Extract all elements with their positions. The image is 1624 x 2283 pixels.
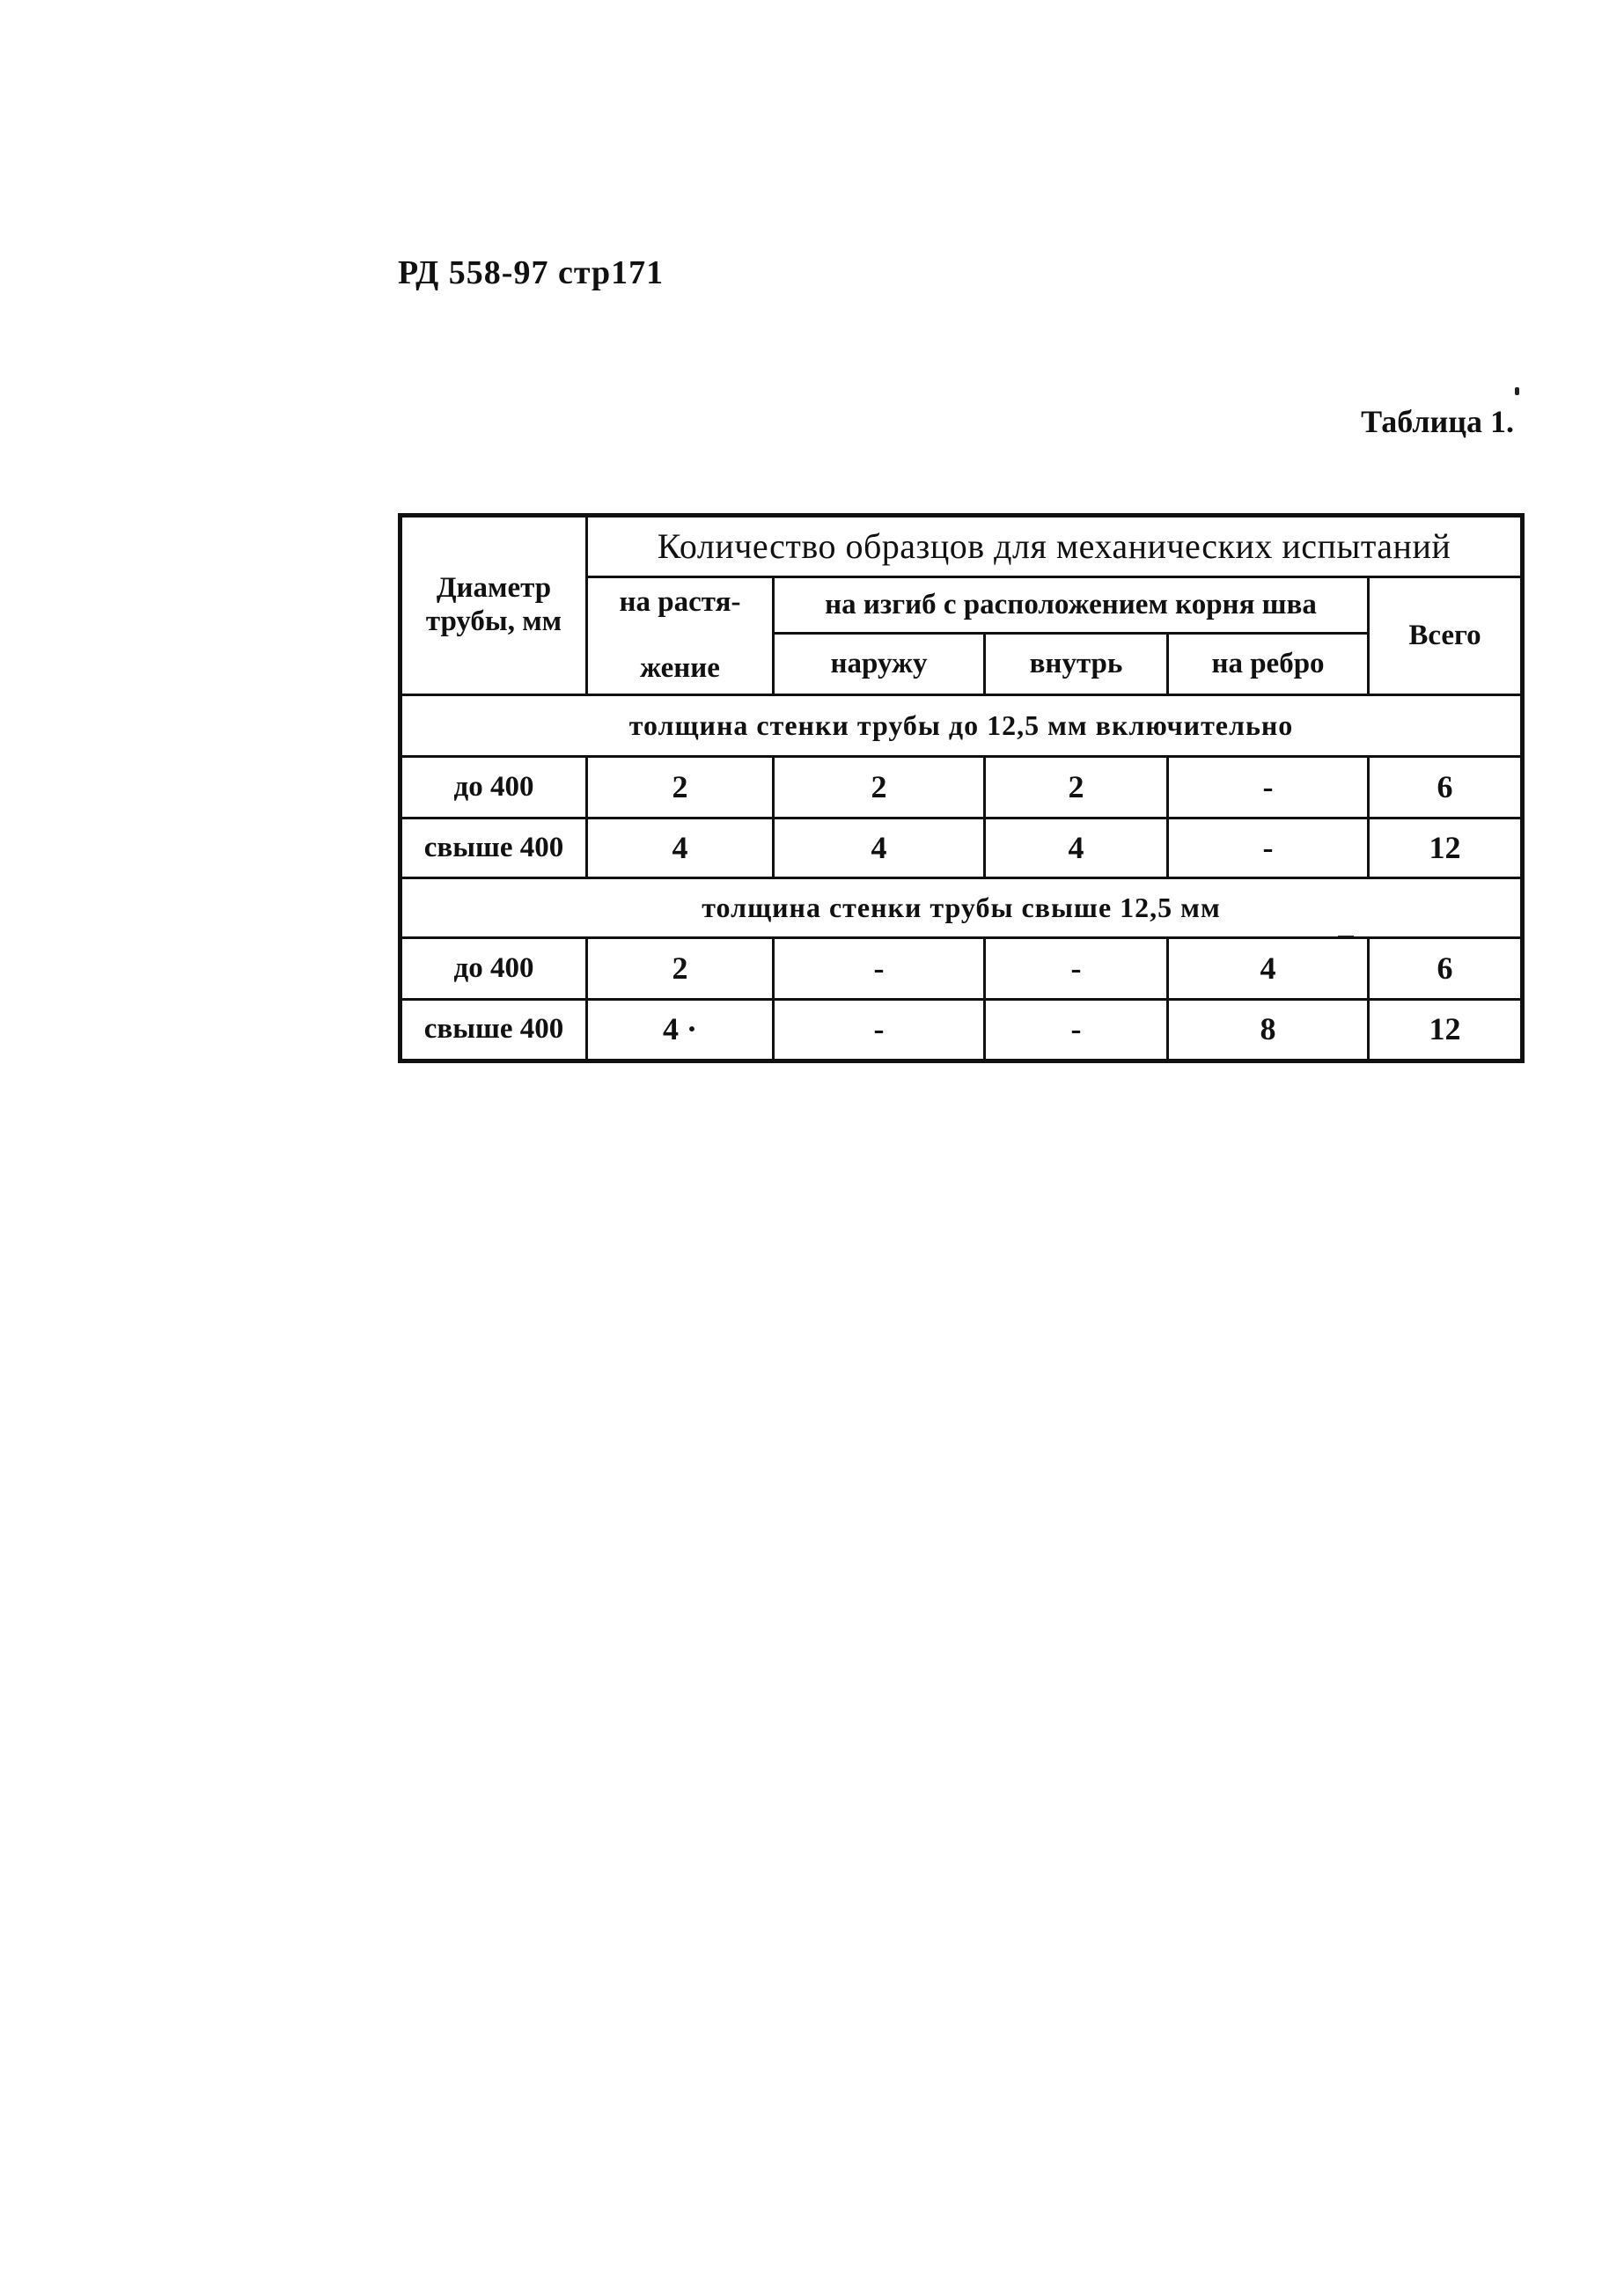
- diameter-header-line2: трубы, мм: [425, 606, 562, 637]
- bend-header-cell: на изгиб с расположением корня шва: [774, 577, 1369, 634]
- section-title: толщина стенки трубы до 12,5 мм включительно: [400, 695, 1523, 757]
- total-cell: 12: [1369, 1000, 1523, 1061]
- inward-cell: 4: [985, 819, 1168, 878]
- inward-cell: -: [985, 1000, 1168, 1061]
- outward-cell: -: [774, 1000, 985, 1061]
- document-header: РД 558-97 стр171: [398, 254, 665, 291]
- tension-cell: 4: [587, 819, 774, 878]
- tension-cell: 2: [587, 757, 774, 819]
- diameter-cell: свыше 400: [400, 819, 587, 878]
- section-title: толщина стенки трубы свыше 12,5 мм: [400, 878, 1523, 938]
- diameter-cell: до 400: [400, 938, 587, 1000]
- table-row: [400, 1000, 1523, 1061]
- tension-header-cell: [587, 577, 774, 695]
- diameter-cell: свыше 400: [400, 1000, 587, 1061]
- table-caption: Таблица 1.: [1361, 404, 1514, 439]
- edge-cell: 4: [1168, 938, 1369, 1000]
- diameter-header-line1: Диаметр: [436, 572, 552, 605]
- tension-header-line2: жение: [640, 652, 720, 685]
- inward-cell: -: [985, 938, 1168, 1000]
- tension-cell: 2: [587, 938, 774, 1000]
- specimen-count-table: [398, 513, 1525, 1063]
- table-row: [400, 819, 1523, 878]
- header-row-1: [400, 516, 1523, 577]
- bend-inward-header: внутрь: [985, 634, 1168, 695]
- diameter-cell: до 400: [400, 757, 587, 819]
- bend-edge-header: на ребро: [1168, 634, 1369, 695]
- edge-cell: -: [1168, 757, 1369, 819]
- outward-cell: -: [774, 938, 985, 1000]
- inward-cell: 2: [985, 757, 1168, 819]
- scan-speck: [1515, 387, 1519, 395]
- outward-cell: 4: [774, 819, 985, 878]
- total-cell: 12: [1369, 819, 1523, 878]
- edge-cell: -: [1168, 819, 1369, 878]
- total-header-cell: Всего: [1369, 577, 1523, 695]
- tension-header-line1: на растя-: [619, 585, 741, 618]
- section-row: [400, 878, 1523, 938]
- edge-cell: 8: [1168, 1000, 1369, 1061]
- total-cell: 6: [1369, 938, 1523, 1000]
- tension-cell: 4 ·: [587, 1000, 774, 1061]
- main-header-cell: Количество образцов для механических испытаний: [587, 516, 1523, 577]
- table-row: [400, 757, 1523, 819]
- bend-outward-header: наружу: [774, 634, 985, 695]
- section-row: [400, 695, 1523, 757]
- diameter-header-cell: [400, 516, 587, 695]
- total-cell: 6: [1369, 757, 1523, 819]
- table-row: [400, 938, 1523, 1000]
- outward-cell: 2: [774, 757, 985, 819]
